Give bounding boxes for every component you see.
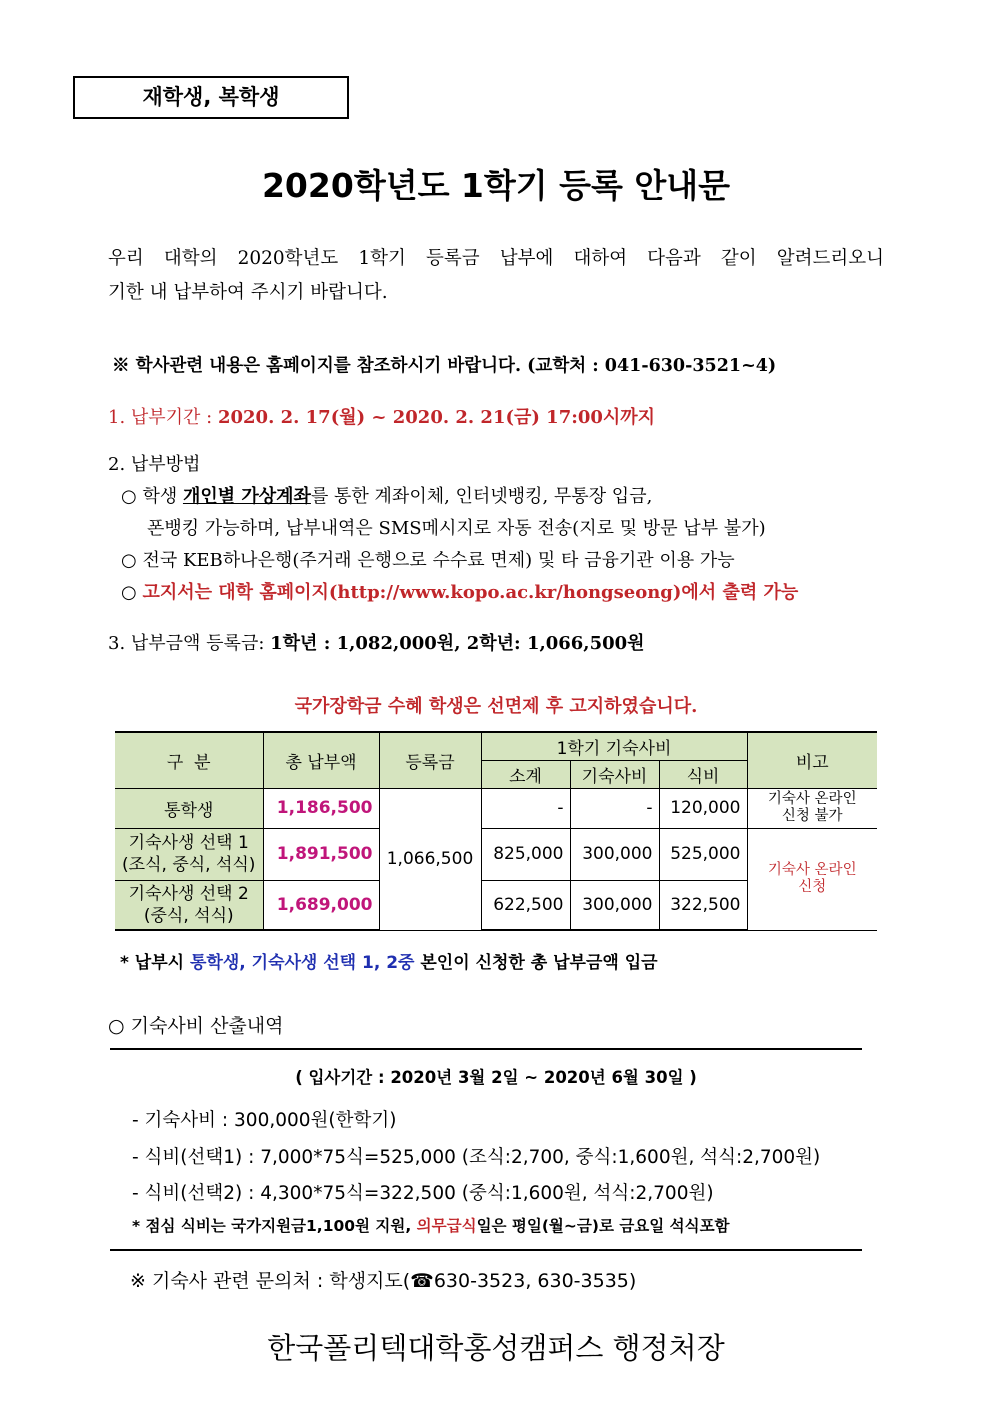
row-dorm: -: [570, 788, 659, 828]
method-item-2-text: 전국 KEB하나은행(주거래 은행으로 수수료 면제) 및 타 금융기관 이용 가능: [142, 550, 735, 571]
divider-bottom: [110, 1249, 862, 1251]
payment-method-heading: 2. 납부방법: [108, 454, 201, 475]
payment-method-item-2: [121, 546, 735, 572]
payment-amount-label: 3. 납부금액 등록금:: [108, 633, 271, 654]
header-total: 총 납부액: [263, 732, 379, 788]
row-subtotal: -: [481, 788, 570, 828]
row-food: 322,500: [659, 880, 747, 930]
fee-table: [115, 731, 877, 931]
header-note: 비고: [747, 732, 877, 788]
dorm-note: 기숙사 온라인 신청: [747, 828, 877, 930]
intro-line-1: 우리 대학의 2020학년도 1학기 등록금 납부에 대하여 다음과 같이 알려드리오니: [108, 248, 884, 269]
dorm-contact: ※ 기숙사 관련 문의처 : 학생지도(☎630-3523, 630-3535): [130, 1270, 637, 1292]
dorm-fee-line: - 기숙사비 : 300,000원(한학기): [132, 1110, 397, 1131]
header-dorm-fee: 1학기 기숙사비: [481, 732, 747, 760]
divider-top: [110, 1048, 862, 1050]
dorm-period: ( 입사기간 : 2020년 3월 2일 ~ 2020년 6월 30일 ): [295, 1068, 697, 1087]
method-item-1-pre: 학생: [142, 486, 183, 507]
bullet-circle-icon: ○: [121, 550, 137, 571]
bullet-circle-icon: ○: [121, 582, 137, 603]
row-subtotal: 825,000: [481, 828, 570, 880]
table-note-highlight: 통학생, 기숙사생 선택 1, 2중: [190, 953, 415, 973]
bullet-circle-icon: ○: [121, 486, 137, 507]
row-food: 120,000: [659, 788, 747, 828]
payment-method-item-1: [121, 482, 652, 508]
header-subtotal: 소계: [481, 760, 570, 788]
payment-period-label: 1. 납부기간 :: [108, 407, 218, 428]
header-tuition: 등록금: [379, 732, 481, 788]
row-dorm: 300,000: [570, 828, 659, 880]
header-dorm-sub: 기숙사비: [570, 760, 659, 788]
row-total: 1,186,500: [263, 788, 379, 828]
row-category: 기숙사생 선택 1 (조식, 중식, 석식): [115, 828, 263, 880]
row-category: 기숙사생 선택 2 (중식, 석식): [115, 880, 263, 930]
row-total: 1,891,500: [263, 828, 379, 880]
row-note: 기숙사 온라인 신청 불가: [747, 788, 877, 828]
scholarship-note: 국가장학금 수혜 학생은 선면제 후 고지하였습니다.: [294, 696, 698, 717]
table-row: [115, 788, 877, 828]
table-note-post: 본인이 신청한 총 납부금액 입금: [414, 953, 658, 973]
method-item-1-post: 를 통한 계좌이체, 인터넷뱅킹, 무통장 입금,: [310, 486, 653, 507]
intro-line-2: 기한 내 납부하여 주시기 바랍니다.: [108, 282, 388, 303]
academic-notice: ※ 학사관련 내용은 홈페이지를 참조하시기 바랍니다. (교학처 : 041-630-3521~4): [112, 356, 777, 376]
issuer-signature: 한국폴리텍대학홍성캠퍼스 행정처장: [267, 1331, 725, 1365]
header-category: 구 분: [115, 732, 263, 788]
lunch-note-post: 일은 평일(월~금)로 금요일 석식포함: [476, 1217, 730, 1235]
payment-period-value: 2020. 2. 17(월) ~ 2020. 2. 21(금) 17:00시까지: [217, 407, 656, 428]
food-option-2-line: - 식비(선택2) : 4,300*75식=322,500 (중식:1,600원, 석식:2,700원): [132, 1183, 714, 1204]
payment-method-item-1-cont: 폰뱅킹 가능하며, 납부내역은 SMS메시지로 자동 전송(지로 및 방문 납부 불가): [147, 518, 766, 539]
dorm-calc-heading: ○ 기숙사비 산출내역: [108, 1015, 284, 1037]
table-row: [115, 828, 877, 880]
payment-amount: [108, 629, 645, 655]
lunch-note-red: 의무급식: [416, 1217, 477, 1235]
virtual-account-text: 개인별 가상계좌: [182, 486, 311, 507]
page-title: 2020학년도 1학기 등록 안내문: [261, 166, 731, 205]
lunch-note-pre: * 점심 식비는 국가지원금1,100원 지원,: [132, 1217, 417, 1235]
payment-period: [108, 403, 655, 429]
row-total: 1,689,000: [263, 880, 379, 930]
table-note: [120, 948, 658, 973]
food-option-1-line: - 식비(선택1) : 7,000*75식=525,000 (조식:2,700, 중식:1,600원, 석식:2,700원): [132, 1147, 821, 1168]
payment-method-item-3: [121, 578, 798, 604]
row-subtotal: 622,500: [481, 880, 570, 930]
lunch-note: [132, 1214, 730, 1236]
header-food: 식비: [659, 760, 747, 788]
table-note-pre: * 납부시: [120, 953, 190, 973]
student-type-badge: 재학생, 복학생: [73, 76, 349, 119]
payment-amount-value: 1학년 : 1,082,000원, 2학년: 1,066,500원: [270, 633, 645, 654]
row-category: 통학생: [115, 788, 263, 828]
tuition-shared: 1,066,500: [379, 788, 481, 930]
row-food: 525,000: [659, 828, 747, 880]
row-dorm: 300,000: [570, 880, 659, 930]
method-item-3-text: 고지서는 대학 홈페이지(http://www.kopo.ac.kr/hongseong)에서 출력 가능: [142, 582, 799, 603]
